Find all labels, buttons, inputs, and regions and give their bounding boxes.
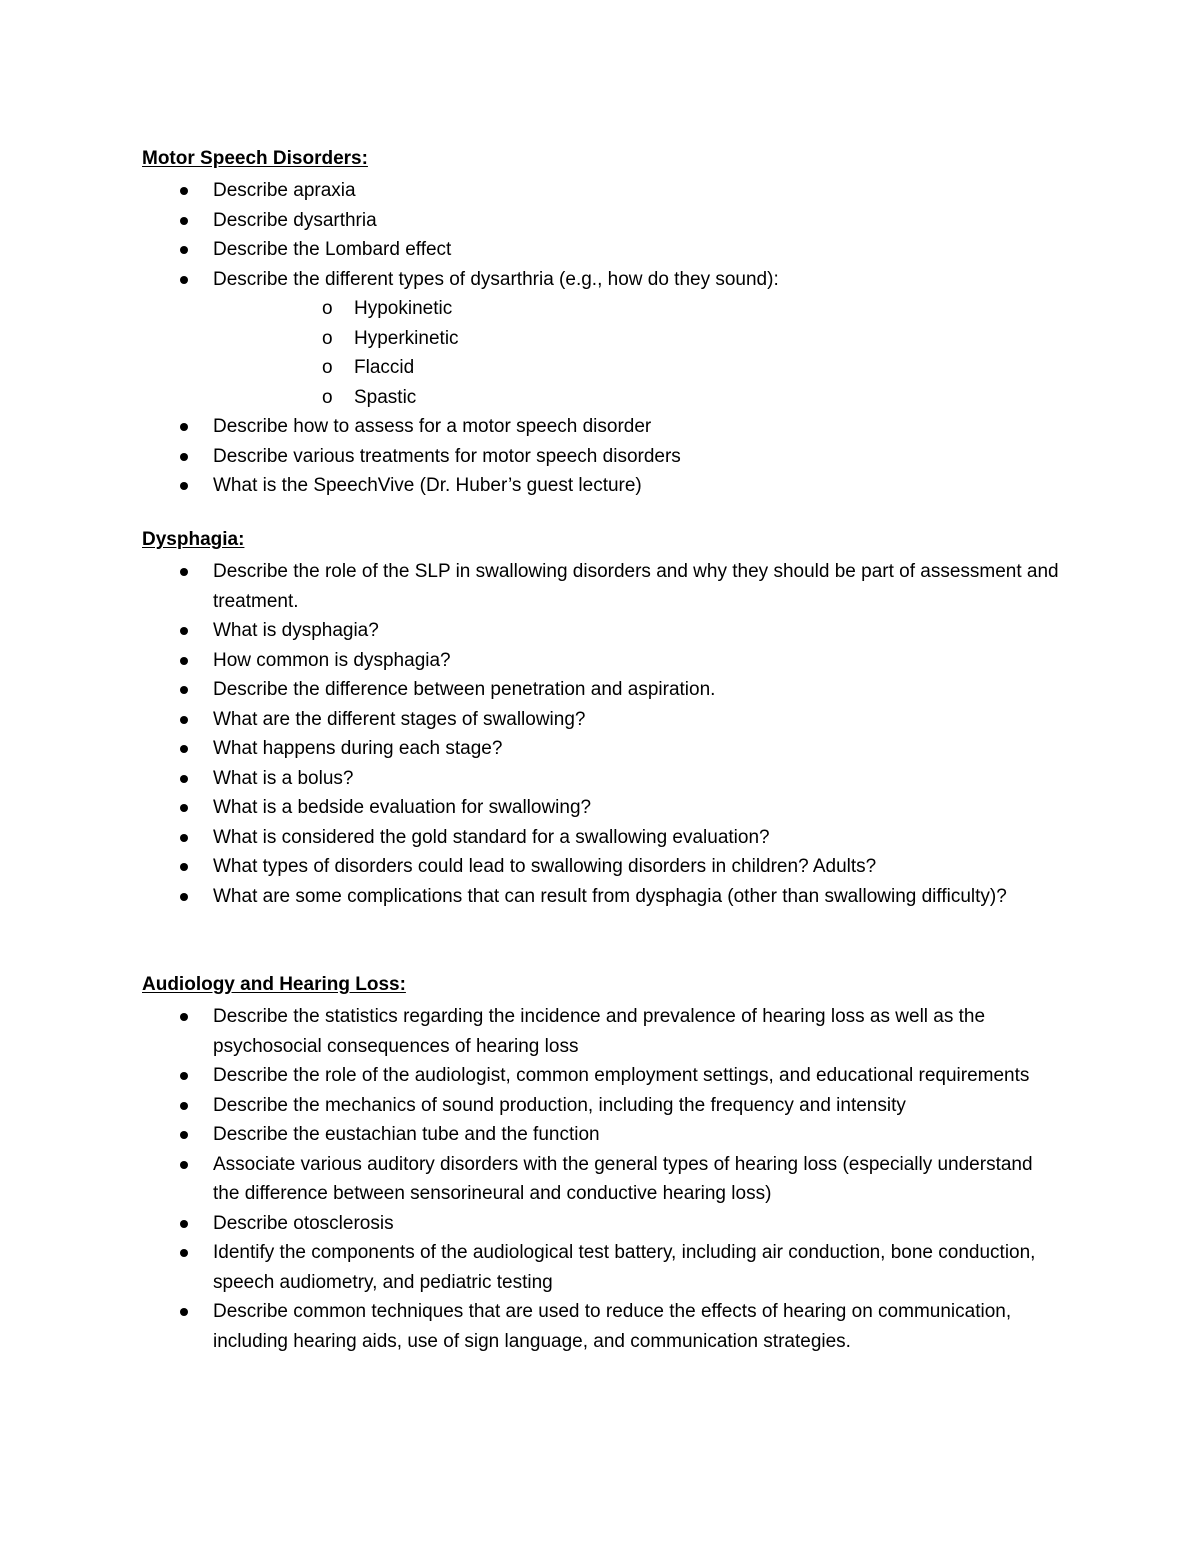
list-item [142, 1238, 1062, 1297]
bullet-icon [180, 863, 188, 871]
bullet-icon [180, 775, 188, 783]
list-item-text: Describe how to assess for a motor speech disorder [213, 416, 652, 437]
list-item [142, 764, 1062, 794]
list-item [142, 1150, 1062, 1209]
list-item-text: What are the different stages of swallowing? [213, 708, 586, 730]
list-item-text: Describe the role of the audiologist, common employment settings, and educational requirements [213, 1065, 1030, 1086]
list-item [142, 705, 1062, 735]
bullet-icon [180, 804, 188, 812]
list-item [142, 734, 1062, 764]
list-item [142, 1002, 1062, 1061]
list-item-text: Describe apraxia [213, 180, 356, 201]
list-item-text: Describe the mechanics of sound production, including the frequency and intensity [213, 1094, 906, 1116]
bullet-icon [180, 1161, 188, 1169]
bullet-list [142, 557, 1062, 911]
circle-bullet-icon: o [322, 357, 333, 378]
list-item [142, 646, 1062, 676]
list-item [142, 557, 1062, 616]
bullet-icon [180, 246, 188, 254]
bullet-icon [180, 453, 188, 461]
bullet-list [142, 1002, 1062, 1356]
list-item-text: Describe otosclerosis [213, 1212, 394, 1234]
list-item-text: What are some complications that can result from dysphagia (other than swallowing difficulty)? [213, 885, 1007, 907]
list-item-text: What is a bolus? [213, 767, 354, 789]
bullet-icon [180, 1072, 188, 1080]
list-item [142, 852, 1062, 882]
list-item-text: Describe various treatments for motor speech disorders [213, 445, 681, 467]
list-item-text: What happens during each stage? [213, 738, 503, 759]
list-item-text: What is a bedside evaluation for swallowing? [213, 797, 592, 818]
list-item [142, 176, 1062, 206]
bullet-icon [180, 1249, 188, 1257]
section-audiology-hearing-loss [142, 972, 1062, 1356]
list-item [142, 882, 1062, 912]
list-item [142, 793, 1062, 823]
list-item-text: Describe the different types of dysarthria (e.g., how do they sound): [213, 268, 779, 290]
bullet-icon [180, 1220, 188, 1228]
list-item-text: What is dysphagia? [213, 620, 379, 641]
list-item-text: Describe the statistics regarding the incidence and prevalence of hearing loss as well as the psychosocial consequences of hearing loss [213, 1006, 986, 1057]
bullet-icon [180, 745, 188, 753]
bullet-list [142, 176, 1062, 501]
bullet-icon [180, 568, 188, 576]
section-heading: Dysphagia: [142, 529, 245, 550]
list-item [142, 471, 1062, 501]
list-item-text: What is considered the gold standard for a swallowing evaluation? [213, 826, 770, 848]
list-item-text: What is the SpeechVive (Dr. Huber’s guest lecture) [213, 475, 642, 496]
bullet-icon [180, 834, 188, 842]
bullet-icon [180, 423, 188, 431]
list-item [142, 1091, 1062, 1121]
sub-list-item-text: Hyperkinetic [354, 327, 459, 349]
list-item [142, 823, 1062, 853]
sub-list [213, 294, 1062, 412]
sub-list-item [284, 324, 1062, 354]
bullet-icon [180, 686, 188, 694]
list-item-text: Describe dysarthria [213, 209, 377, 231]
sub-list-item [284, 383, 1062, 413]
list-item [142, 1120, 1062, 1150]
bullet-icon [180, 1131, 188, 1139]
list-item [142, 1209, 1062, 1239]
sub-list-item-text: Spastic [354, 386, 417, 408]
list-item [142, 412, 1062, 442]
list-item-text: Describe the difference between penetration and aspiration. [213, 679, 716, 700]
list-item-text: Describe the role of the SLP in swallowing disorders and why they should be part of assessment and treatment. [213, 561, 1059, 612]
list-item [142, 206, 1062, 236]
list-item [142, 616, 1062, 646]
sub-list-item [284, 353, 1062, 383]
bullet-icon [180, 482, 188, 490]
bullet-icon [180, 1013, 188, 1021]
section-heading: Motor Speech Disorders: [142, 148, 368, 169]
section-dysphagia [142, 527, 1062, 911]
list-item [142, 1061, 1062, 1091]
list-item-text: Associate various auditory disorders with the general types of hearing loss (especially understand the difference between sensorineural and conductive hearing loss) [213, 1153, 1033, 1204]
list-item [142, 235, 1062, 265]
list-item [142, 265, 1062, 413]
section-heading: Audiology and Hearing Loss: [142, 974, 406, 995]
list-item-text: Identify the components of the audiological test battery, including air conduction, bone conduction, speech audiometry, and pediatric testing [213, 1242, 1036, 1293]
sub-list-item [284, 294, 1062, 324]
bullet-icon [180, 893, 188, 901]
bullet-icon [180, 276, 188, 284]
list-item-text: What types of disorders could lead to swallowing disorders in children? Adults? [213, 856, 877, 877]
bullet-icon [180, 1102, 188, 1110]
bullet-icon [180, 716, 188, 724]
list-item-text: Describe the eustachian tube and the function [213, 1124, 600, 1145]
list-item-text: Describe the Lombard effect [213, 239, 452, 260]
bullet-icon [180, 1308, 188, 1316]
sub-list-item-text: Flaccid [354, 357, 415, 378]
bullet-icon [180, 187, 188, 195]
circle-bullet-icon: o [322, 298, 333, 319]
list-item [142, 675, 1062, 705]
list-item [142, 442, 1062, 472]
list-item-text: How common is dysphagia? [213, 649, 451, 671]
sub-list-item-text: Hypokinetic [354, 298, 453, 319]
section-motor-speech-disorders [142, 146, 1062, 501]
bullet-icon [180, 657, 188, 665]
list-item [142, 1297, 1062, 1356]
bullet-icon [180, 627, 188, 635]
circle-bullet-icon: o [322, 386, 333, 408]
list-item-text: Describe common techniques that are used to reduce the effects of hearing on communication, including hearing aids, use of sign language, and communication strategies. [213, 1301, 1012, 1352]
circle-bullet-icon: o [322, 327, 333, 349]
bullet-icon [180, 217, 188, 225]
